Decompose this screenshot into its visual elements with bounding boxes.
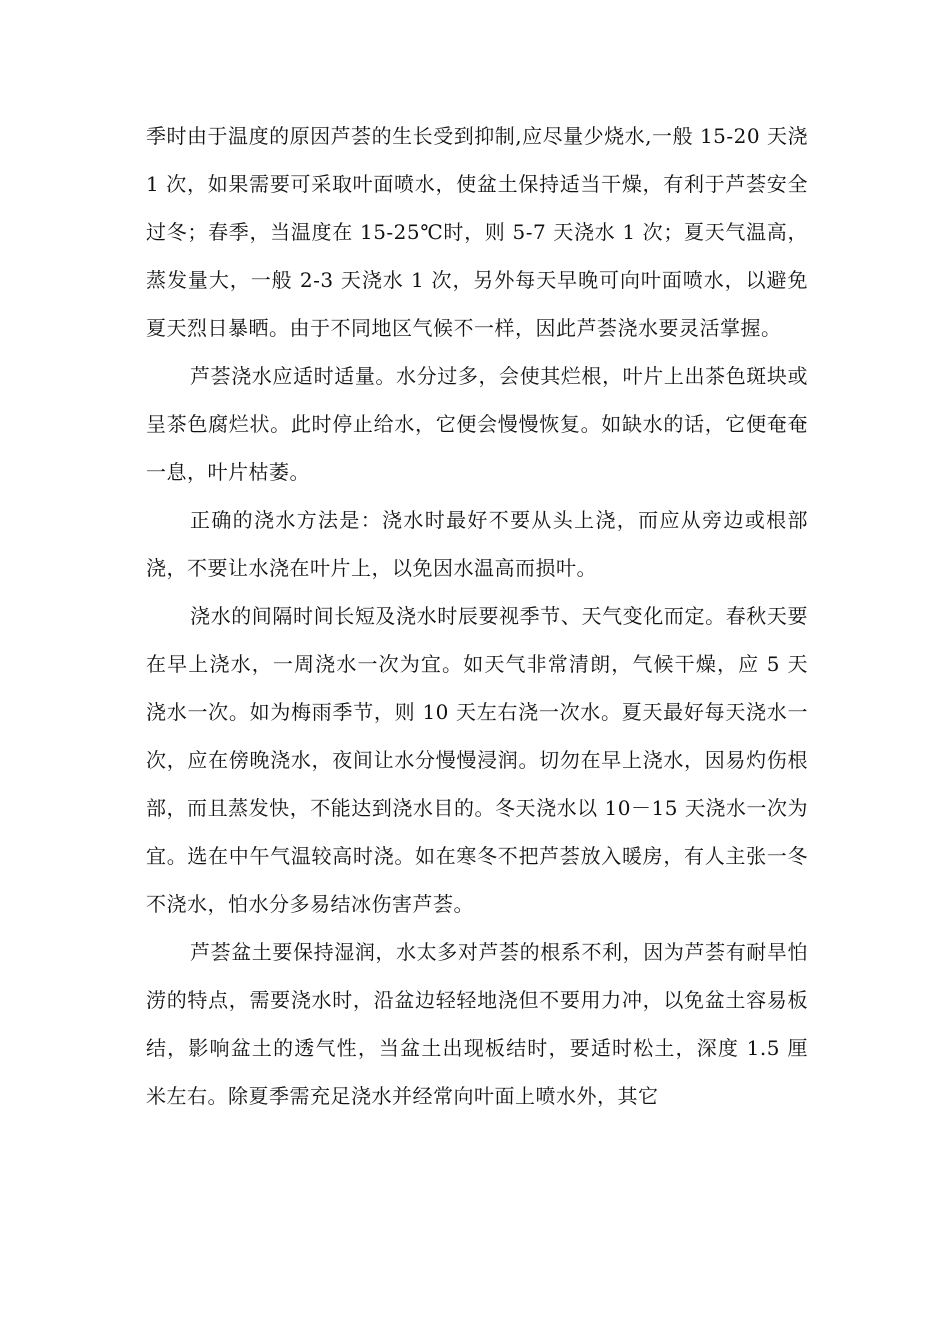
paragraph-continuation: 季时由于温度的原因芦荟的生长受到抑制,应尽量少烧水,一般 15-20 天浇 1 次，如果需要可采取叶面喷水，使盆土保持适当干燥，有利于芦荟安全过冬；春季，当温度在 15-25℃时，则 5-7 天浇水 1 次；夏天气温高，蒸发量大，一般 2-3 天浇水 1 次，另外每天早晚可向叶面喷水，以避免夏天烈日暴晒。由于不同地区气候不一样，因此芦荟浇水要灵活掌握。 [146, 124, 808, 340]
paragraph-soil-moisture: 芦荟盆土要保持湿润，水太多对芦荟的根系不利，因为芦荟有耐旱怕涝的特点，需要浇水时，沿盆边轻轻地浇但不要用力冲，以免盆土容易板结，影响盆土的透气性，当盆土出现板结时，要适时松土，深度 1.5 厘米左右。除夏季需充足浇水并经常向叶面上喷水外，其它 [146, 940, 808, 1108]
paragraph-watering-amount: 芦荟浇水应适时适量。水分过多，会使其烂根，叶片上出茶色斑块或呈茶色腐烂状。此时停止给水，它便会慢慢恢复。如缺水的话，它便奄奄一息，叶片枯萎。 [146, 364, 808, 484]
document-body [146, 112, 808, 1120]
paragraph-watering-method: 正确的浇水方法是：浇水时最好不要从头上浇，而应从旁边或根部浇，不要让水浇在叶片上，以免因水温高而损叶。 [146, 508, 808, 580]
paragraph-watering-interval: 浇水的间隔时间长短及浇水时辰要视季节、天气变化而定。春秋天要在早上浇水，一周浇水一次为宜。如天气非常清朗，气候干燥，应 5 天浇水一次。如为梅雨季节，则 10 天左右浇一次水。夏天最好每天浇水一次，应在傍晚浇水，夜间让水分慢慢浸润。切勿在早上浇水，因易灼伤根部，而且蒸发快，不能达到浇水目的。冬天浇水以 10－15 天浇水一次为宜。选在中午气温较高时浇。如在寒冬不把芦荟放入暖房，有人主张一冬不浇水，怕水分多易结冰伤害芦荟。 [146, 604, 808, 916]
